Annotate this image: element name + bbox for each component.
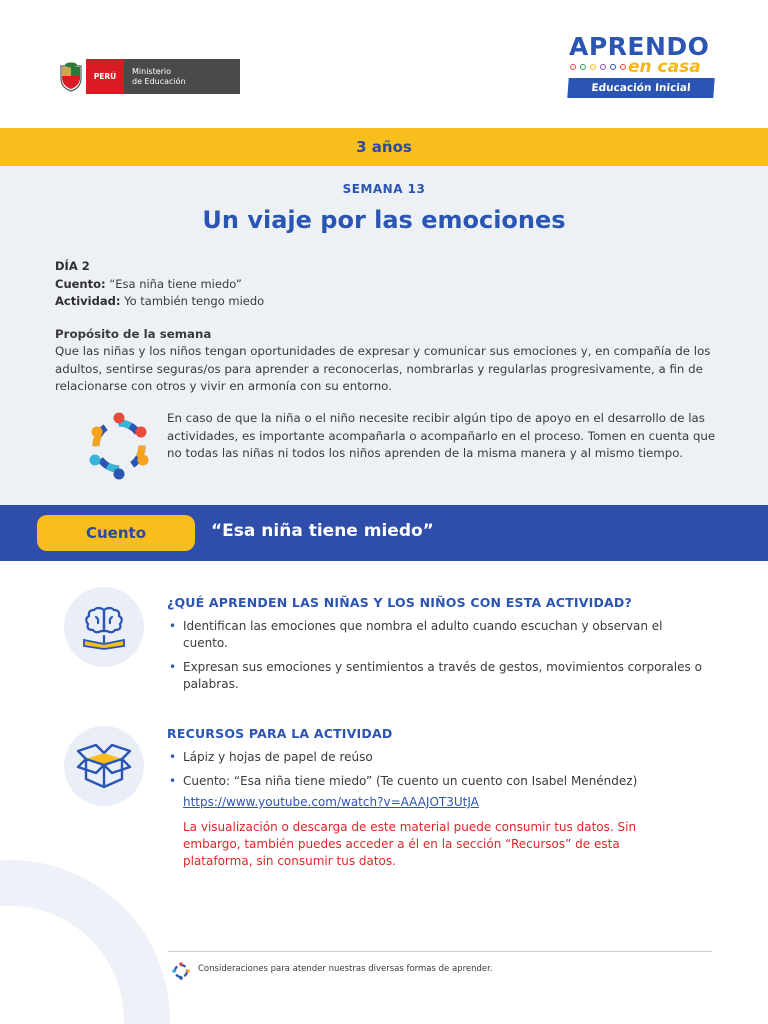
list-item: • Expresan sus emociones y sentimientos a través de gestos, movimientos corporales o palabras. bbox=[167, 659, 707, 693]
list-item: • Lápiz y hojas de papel de reúso bbox=[167, 749, 707, 766]
resources-heading: RECURSOS PARA LA ACTIVIDAD bbox=[167, 726, 393, 741]
story-pill: Cuento bbox=[37, 515, 195, 551]
aprendo-en-casa-logo bbox=[566, 32, 716, 102]
video-link[interactable]: https://www.youtube.com/watch?v=AAAJOT3UtJA bbox=[183, 795, 479, 809]
coat-of-arms-icon bbox=[56, 59, 86, 94]
ministry-line-2: de Educación bbox=[132, 77, 186, 86]
background-arc bbox=[0, 860, 170, 1024]
ministry-label bbox=[124, 59, 240, 94]
level-badge: Educación Inicial bbox=[567, 78, 714, 98]
list-item: • Identifican las emociones que nombra el adulto cuando escuchan y observan el cuento. bbox=[167, 618, 707, 652]
box-icon bbox=[64, 726, 144, 806]
info-section bbox=[0, 166, 768, 505]
inclusion-small-icon bbox=[172, 962, 190, 980]
week-label: SEMANA 13 bbox=[342, 182, 426, 196]
page-title: Un viaje por las emociones bbox=[202, 206, 566, 234]
country-label: PERÚ bbox=[86, 59, 124, 94]
age-band: 3 años bbox=[0, 128, 768, 166]
purpose-heading: Propósito de la semana bbox=[55, 327, 212, 341]
footer-note: Consideraciones para atender nuestras diversas formas de aprender. bbox=[198, 964, 493, 974]
list-item: • Cuento: “Esa niña tiene miedo” (Te cuento un cuento con Isabel Menéndez) bbox=[167, 773, 707, 790]
resources-list bbox=[167, 749, 707, 797]
day-label: DÍA 2 bbox=[55, 259, 90, 273]
ministry-logo bbox=[56, 59, 240, 94]
learn-heading: ¿QUÉ APRENDEN LAS NIÑAS Y LOS NIÑOS CON ESTA ACTIVIDAD? bbox=[167, 595, 632, 610]
story-title: “Esa niña tiene miedo” bbox=[211, 521, 434, 541]
support-note: En caso de que la niña o el niño necesite recibir algún tipo de apoyo en el desarrollo de las actividades, es importante acompañarla o acompañarlo en el proceso. Tomen en cuenta que no todas las niñas ni todos los niños aprenden de la misma manera y al mismo tiempo. bbox=[167, 411, 716, 460]
header bbox=[0, 0, 768, 128]
story-line: Cuento: “Esa niña tiene miedo” bbox=[55, 276, 242, 291]
brand-subtitle: en casa bbox=[628, 57, 701, 77]
learn-list bbox=[167, 618, 707, 700]
activity-line: Actividad: Yo también tengo miedo bbox=[55, 294, 265, 308]
brain-book-icon bbox=[64, 587, 144, 667]
inclusion-circle-icon bbox=[83, 410, 155, 482]
story-band bbox=[0, 505, 768, 561]
brand-dots bbox=[570, 64, 626, 70]
session-meta bbox=[55, 258, 264, 311]
footer-divider bbox=[168, 951, 712, 952]
brand-title: APRENDO bbox=[569, 32, 710, 61]
data-usage-warning: La visualización o descarga de este material puede consumir tus datos. Sin embargo, también puedes acceder a él en la sección “Recursos” de esta plataforma, sin consumir tus datos. bbox=[183, 820, 637, 868]
ministry-line-1: Ministerio bbox=[132, 67, 172, 76]
week-purpose bbox=[55, 326, 720, 395]
purpose-text: Que las niñas y los niños tengan oportunidades de expresar y comunicar sus emociones y, en compañía de los adultos, sentirse seguras/os para aprender a reconocerlas, nombrarlas y regularlas progresivamente, a fin de relacionarse con otros y vivir en armonía con su entorno. bbox=[55, 344, 711, 393]
